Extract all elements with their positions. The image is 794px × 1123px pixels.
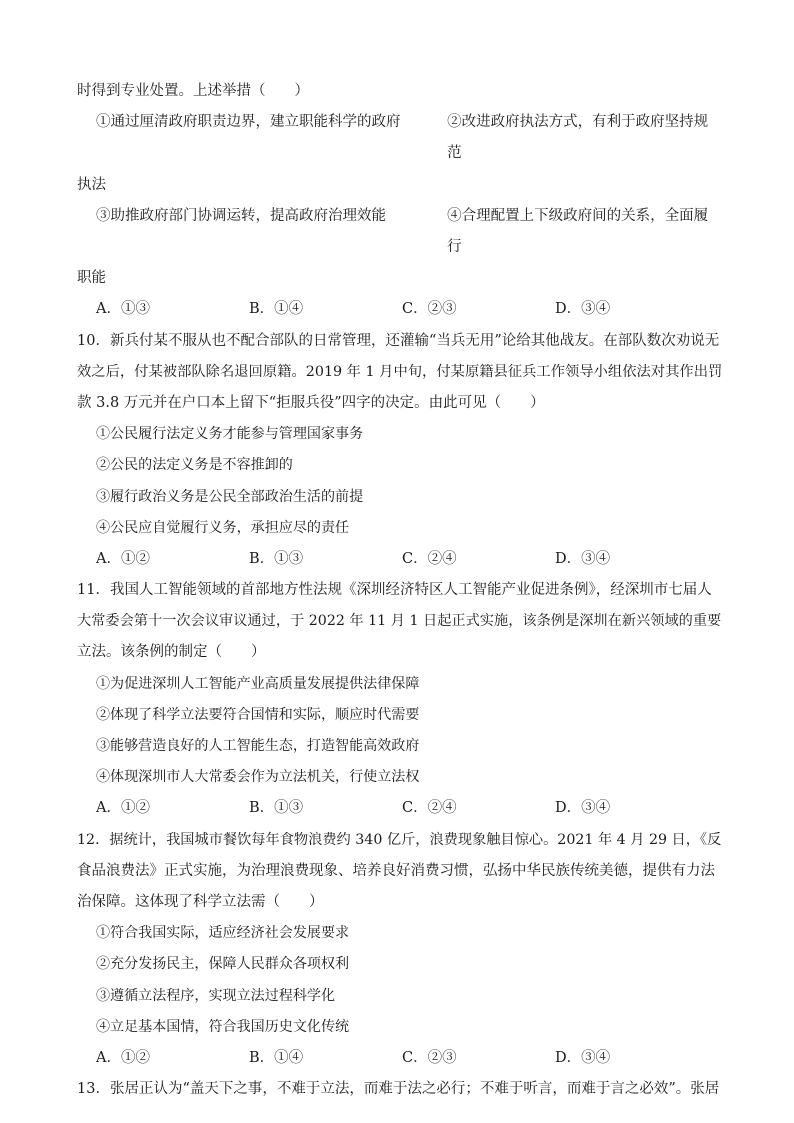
choice-c: C．②④ bbox=[402, 800, 457, 817]
q10-option-4: ④公民应自觉履行义务，承担应尽的责任 bbox=[96, 519, 350, 536]
q13-stem-line-1: 13．张居正认为“盖天下之事，不难于立法，而难于法之必行；不难于听言，而难于言之必效”。张居 bbox=[77, 1081, 720, 1098]
q12-option-3: ③遵循立法程序，实现立法过程科学化 bbox=[96, 987, 336, 1004]
q11-option-2: ②体现了科学立法要符合国情和实际，顺应时代需要 bbox=[96, 706, 420, 723]
q9-option-4-cont: 职能 bbox=[77, 270, 106, 287]
q12-choices bbox=[77, 1043, 722, 1074]
q12-option-2: ②充分发扬民主，保障人民群众各项权利 bbox=[96, 956, 350, 973]
q9-option-2: ②改进政府执法方式，有利于政府坚持规范 bbox=[447, 114, 709, 162]
q11-option-4: ④体现深圳市人大常委会作为立法机关，行使立法权 bbox=[96, 769, 420, 786]
choice-c: C．②④ bbox=[402, 550, 457, 567]
q10-option-2: ②公民的法定义务是不容推卸的 bbox=[96, 457, 293, 474]
q10-stem-line-1: 10．新兵付某不服从也不配合部队的日常管理，还灌输“当兵无用”论给其他战友。在部队数次劝说无 bbox=[77, 332, 720, 349]
choice-d: D．③④ bbox=[555, 301, 611, 318]
q12-option-1: ①符合我国实际，适应经济社会发展要求 bbox=[96, 925, 350, 942]
q9-options-row-2 bbox=[77, 201, 722, 263]
q9-tail: 时得到专业处置。上述举措（ ） bbox=[77, 83, 309, 99]
q11-choices bbox=[77, 793, 722, 824]
choice-c: C．②③ bbox=[402, 301, 457, 318]
document-page bbox=[77, 76, 722, 1105]
choice-d: D．③④ bbox=[555, 800, 611, 817]
choice-b: B．①④ bbox=[249, 301, 304, 318]
q9-choices bbox=[77, 294, 722, 325]
q11-stem-line-2: 大常委会第十一次会议审议通过，于 2022 年 11 月 1 日起正式实施，该条例是深圳在新兴领域的重要 bbox=[77, 613, 722, 630]
choice-a: A．①③ bbox=[96, 301, 150, 318]
q10-option-3: ③履行政治义务是公民全部政治生活的前提 bbox=[96, 488, 364, 505]
q9-option-3: ③助推政府部门协调运转，提高政府治理效能 bbox=[96, 207, 386, 224]
choice-a: A．①② bbox=[96, 550, 150, 567]
choice-b: B．①④ bbox=[249, 1049, 304, 1066]
q10-stem-line-3: 款 3.8 万元并在户口本上留下“拒服兵役”四字的决定。由此可见（ ） bbox=[77, 394, 545, 411]
q11-stem-line-1: 11．我国人工智能领域的首部地方性法规《深圳经济特区人工智能产业促进条例》，经深圳市七届人 bbox=[77, 582, 712, 599]
choice-a: A．①② bbox=[96, 1049, 150, 1066]
q9-option-4: ④合理配置上下级政府间的关系，全面履行 bbox=[447, 207, 709, 255]
q9-option-1: ①通过厘清政府职责边界，建立职能科学的政府 bbox=[96, 114, 401, 131]
q11-stem-line-3: 立法。该条例的制定（ ） bbox=[77, 644, 266, 661]
choice-c: C．②③ bbox=[402, 1049, 457, 1066]
q10-option-1: ①公民履行法定义务才能参与管理国家事务 bbox=[96, 426, 364, 443]
q12-option-4: ④立足基本国情，符合我国历史文化传统 bbox=[96, 1018, 350, 1035]
q9-options-row-1 bbox=[77, 107, 722, 169]
q12-stem-line-2: 食品浪费法》正式实施，为治理浪费现象、培养良好消费习惯，弘扬中华民族传统美德，提供有力法 bbox=[77, 862, 715, 879]
q11-option-1: ①为促进深圳人工智能产业高质量发展提供法律保障 bbox=[96, 675, 420, 692]
q10-stem-line-2: 效之后，付某被部队除名退回原籍。2019 年 1 月中旬，付某原籍县征兵工作领导小组依法对其作出罚 bbox=[77, 363, 723, 380]
q12-stem-line-1: 12．据统计，我国城市餐饮每年食物浪费约 340 亿斤，浪费现象触目惊心。2021 年 4 月 29 日，《反 bbox=[77, 831, 722, 848]
choice-d: D．③④ bbox=[555, 550, 611, 567]
q12-stem-line-3: 治保障。这体现了科学立法需（ ） bbox=[77, 893, 324, 910]
choice-d: D．③④ bbox=[555, 1049, 611, 1066]
q10-choices bbox=[77, 544, 722, 575]
choice-a: A．①② bbox=[96, 800, 150, 817]
q9-option-2-cont: 执法 bbox=[77, 176, 106, 193]
choice-b: B．①③ bbox=[249, 800, 304, 817]
q11-option-3: ③能够营造良好的人工智能生态，打造智能高效政府 bbox=[96, 738, 420, 754]
choice-b: B．①③ bbox=[249, 550, 304, 567]
